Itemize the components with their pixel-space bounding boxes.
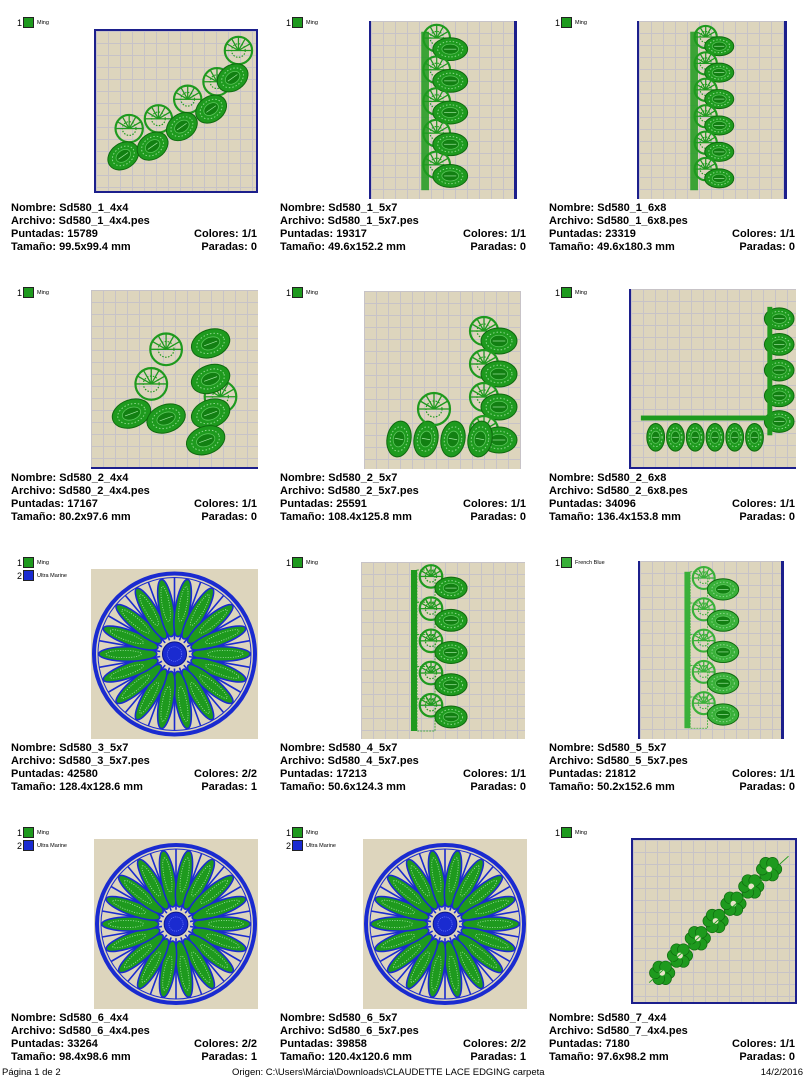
thread-legend <box>552 286 587 299</box>
design-card <box>0 540 269 810</box>
design-name: Nombre: Sd580_3_5x7 <box>11 742 129 754</box>
design-size: Tamaño: 98.4x98.6 mm <box>11 1051 131 1063</box>
stitches-colors-row <box>11 498 257 511</box>
thread-row <box>14 569 67 582</box>
design-preview <box>637 21 787 199</box>
design-preview <box>94 839 258 1009</box>
design-preview <box>94 29 258 193</box>
thread-number: 1 <box>285 287 291 298</box>
thread-name: Ming <box>306 19 318 26</box>
lace-petal <box>435 577 467 599</box>
thread-name: Ming <box>306 289 318 296</box>
stitches-colors-row <box>549 498 795 511</box>
design-size: Tamaño: 49.6x180.3 mm <box>549 241 675 253</box>
thread-legend <box>552 556 605 569</box>
embroidery-render <box>363 839 527 1009</box>
stitches-colors-row <box>11 228 257 241</box>
stitch-count: Puntadas: 42580 <box>11 768 98 780</box>
thread-swatch <box>23 17 34 28</box>
design-preview <box>91 569 258 739</box>
lace-petal <box>187 324 234 364</box>
embroidery-render <box>91 290 258 467</box>
thread-name: Ming <box>37 19 49 26</box>
thread-swatch <box>23 840 34 851</box>
lace-edging <box>684 567 738 728</box>
design-size: Tamaño: 120.4x120.6 mm <box>280 1051 412 1063</box>
thread-swatch <box>561 557 572 568</box>
stop-count: Paradas: 0 <box>739 1051 795 1063</box>
design-size: Tamaño: 49.6x152.2 mm <box>280 241 406 253</box>
lace-petal <box>647 423 665 451</box>
thread-legend <box>552 826 587 839</box>
lace-petal <box>182 421 229 461</box>
lace-petal <box>143 399 190 439</box>
thread-name: Ultra Marine <box>306 842 336 849</box>
design-info <box>11 202 257 254</box>
color-count: Colores: 1/1 <box>463 498 526 510</box>
design-name: Nombre: Sd580_4_5x7 <box>280 742 398 754</box>
design-file: Archivo: Sd580_4_5x7.pes <box>280 755 419 767</box>
design-info <box>549 202 795 254</box>
lace-petal <box>435 609 467 631</box>
color-count: Colores: 1/1 <box>732 228 795 240</box>
thread-swatch <box>23 570 34 581</box>
thread-row <box>14 839 67 852</box>
stitches-colors-row <box>549 768 795 781</box>
embroidery-render <box>91 569 258 739</box>
design-card <box>538 0 807 270</box>
design-info <box>280 1012 526 1064</box>
color-count: Colores: 2/2 <box>194 1038 257 1050</box>
thread-number: 2 <box>16 570 22 581</box>
stitch-count: Puntadas: 34096 <box>549 498 636 510</box>
thread-swatch <box>292 827 303 838</box>
thread-number: 2 <box>285 840 291 851</box>
stitch-count: Puntadas: 23319 <box>549 228 636 240</box>
thread-name: Ming <box>37 289 49 296</box>
embroidery-render <box>94 839 258 1009</box>
thread-row <box>283 839 336 852</box>
design-file: Archivo: Sd580_2_5x7.pes <box>280 485 419 497</box>
embroidery-render <box>371 21 514 199</box>
design-card <box>538 270 807 540</box>
size-stops-row <box>280 241 526 254</box>
diagonal-lace <box>102 37 253 176</box>
round-doily <box>94 574 255 735</box>
thread-number: 1 <box>554 557 560 568</box>
stop-count: Paradas: 0 <box>201 241 257 253</box>
design-card <box>538 810 807 1080</box>
design-info <box>280 742 526 794</box>
size-stops-row <box>11 241 257 254</box>
lace-petal <box>435 642 467 664</box>
thread-name: Ultra Marine <box>37 842 67 849</box>
corner-lace <box>384 317 517 459</box>
embroidery-render <box>631 289 796 467</box>
lace-petal <box>707 579 738 600</box>
thread-legend <box>14 826 67 852</box>
lace-strip <box>690 26 734 190</box>
lace-petal <box>746 423 764 451</box>
thread-row <box>283 556 318 569</box>
thread-number: 1 <box>554 827 560 838</box>
thread-legend <box>283 16 318 29</box>
corner-lace <box>641 307 794 451</box>
design-card <box>0 0 269 270</box>
thread-name: Ming <box>306 829 318 836</box>
stitches-colors-row <box>280 498 526 511</box>
thread-number: 1 <box>16 827 22 838</box>
thread-name: Ming <box>306 559 318 566</box>
design-name: Nombre: Sd580_2_5x7 <box>280 472 398 484</box>
design-name: Nombre: Sd580_1_4x4 <box>11 202 129 214</box>
thread-swatch <box>292 840 303 851</box>
design-info <box>549 742 795 794</box>
stitch-count: Puntadas: 17213 <box>280 768 367 780</box>
thread-number: 1 <box>554 17 560 28</box>
thread-legend <box>283 556 318 569</box>
color-count: Colores: 1/1 <box>194 498 257 510</box>
thread-row <box>283 286 318 299</box>
design-preview <box>631 838 797 1004</box>
embroidery-render <box>361 562 525 739</box>
thread-number: 1 <box>285 827 291 838</box>
stop-count: Paradas: 1 <box>201 781 257 793</box>
lace-flower <box>649 961 674 985</box>
design-card <box>538 540 807 810</box>
embroidery-render <box>96 31 256 191</box>
stitch-count: Puntadas: 39858 <box>280 1038 367 1050</box>
stitches-colors-row <box>549 228 795 241</box>
lace-flower <box>667 944 692 968</box>
thread-swatch <box>23 827 34 838</box>
design-preview <box>369 21 517 199</box>
lace-petal <box>707 673 738 694</box>
thread-swatch <box>292 17 303 28</box>
lace-fan <box>225 37 252 64</box>
design-file: Archivo: Sd580_7_4x4.pes <box>549 1025 688 1037</box>
color-count: Colores: 1/1 <box>463 768 526 780</box>
lace-petal <box>102 136 144 176</box>
color-count: Colores: 1/1 <box>732 768 795 780</box>
thread-name: Ming <box>37 829 49 836</box>
thread-number: 1 <box>16 287 22 298</box>
lace-petal <box>707 641 738 662</box>
stop-count: Paradas: 0 <box>739 781 795 793</box>
thread-legend <box>14 286 49 299</box>
design-file: Archivo: Sd580_3_5x7.pes <box>11 755 150 767</box>
stop-count: Paradas: 1 <box>201 1051 257 1063</box>
design-name: Nombre: Sd580_1_5x7 <box>280 202 398 214</box>
stitches-colors-row <box>11 1038 257 1051</box>
stitch-count: Puntadas: 17167 <box>11 498 98 510</box>
lace-flower <box>756 857 781 881</box>
lace-petal <box>667 423 685 451</box>
thread-legend <box>14 556 67 582</box>
design-size: Tamaño: 128.4x128.6 mm <box>11 781 143 793</box>
thread-number: 1 <box>285 557 291 568</box>
lace-fan <box>418 393 450 425</box>
design-card <box>269 810 538 1080</box>
thread-swatch <box>23 557 34 568</box>
design-file: Archivo: Sd580_1_5x7.pes <box>280 215 419 227</box>
thread-row <box>14 16 49 29</box>
lace-fan <box>116 115 143 142</box>
corner-lace <box>108 324 236 460</box>
thread-legend <box>283 826 336 852</box>
design-file: Archivo: Sd580_2_4x4.pes <box>11 485 150 497</box>
round-doily <box>97 845 255 1003</box>
thread-legend <box>552 16 587 29</box>
stop-count: Paradas: 0 <box>739 241 795 253</box>
thread-row <box>14 556 67 569</box>
thread-number: 1 <box>554 287 560 298</box>
lace-edging <box>411 565 467 731</box>
design-size: Tamaño: 50.2x152.6 mm <box>549 781 675 793</box>
stop-count: Paradas: 0 <box>470 511 526 523</box>
design-info <box>549 1012 795 1064</box>
size-stops-row <box>11 781 257 794</box>
lace-flower <box>739 875 764 899</box>
design-info <box>11 1012 257 1064</box>
thread-swatch <box>561 827 572 838</box>
design-preview <box>361 562 525 739</box>
thread-number: 1 <box>285 17 291 28</box>
thread-row <box>14 286 49 299</box>
print-date: 14/2/2016 <box>760 1067 803 1078</box>
design-preview <box>91 290 258 469</box>
design-size: Tamaño: 108.4x125.8 mm <box>280 511 412 523</box>
thread-name: Ming <box>575 829 587 836</box>
size-stops-row <box>549 241 795 254</box>
thread-name: Ming <box>37 559 49 566</box>
design-info <box>280 202 526 254</box>
color-count: Colores: 1/1 <box>732 1038 795 1050</box>
stop-count: Paradas: 1 <box>470 1051 526 1063</box>
stitch-count: Puntadas: 33264 <box>11 1038 98 1050</box>
thread-row <box>552 16 587 29</box>
design-preview <box>629 289 796 469</box>
design-info <box>280 472 526 524</box>
stitch-count: Puntadas: 25591 <box>280 498 367 510</box>
color-count: Colores: 2/2 <box>194 768 257 780</box>
design-file: Archivo: Sd580_1_6x8.pes <box>549 215 688 227</box>
round-doily <box>366 845 524 1003</box>
stitches-colors-row <box>280 768 526 781</box>
lace-fan <box>150 334 182 366</box>
lace-petal <box>726 423 744 451</box>
color-count: Colores: 1/1 <box>732 498 795 510</box>
design-card <box>269 0 538 270</box>
embroidery-render <box>639 21 784 199</box>
design-info <box>549 472 795 524</box>
design-file: Archivo: Sd580_2_6x8.pes <box>549 485 688 497</box>
design-size: Tamaño: 136.4x153.8 mm <box>549 511 681 523</box>
thread-row <box>283 826 336 839</box>
embroidery-render <box>640 561 781 739</box>
size-stops-row <box>280 781 526 794</box>
origin-path: Origen: C:\Users\Márcia\Downloads\CLAUDETTE LACE EDGING carpeta <box>232 1067 545 1078</box>
stop-count: Paradas: 0 <box>739 511 795 523</box>
stop-count: Paradas: 0 <box>470 781 526 793</box>
color-count: Colores: 1/1 <box>463 228 526 240</box>
lace-strip <box>421 25 467 190</box>
stitches-colors-row <box>280 228 526 241</box>
stop-count: Paradas: 0 <box>470 241 526 253</box>
design-file: Archivo: Sd580_5_5x7.pes <box>549 755 688 767</box>
design-name: Nombre: Sd580_6_5x7 <box>280 1012 398 1024</box>
design-card <box>269 270 538 540</box>
design-name: Nombre: Sd580_5_5x7 <box>549 742 667 754</box>
lace-petal <box>707 610 738 631</box>
lace-petal <box>465 419 495 459</box>
thread-name: Ming <box>575 289 587 296</box>
thread-name: Ming <box>575 19 587 26</box>
lace-petal <box>707 704 738 725</box>
thread-swatch <box>292 287 303 298</box>
thread-legend <box>283 286 318 299</box>
lace-petal <box>686 423 704 451</box>
thread-legend <box>14 16 49 29</box>
design-card <box>0 270 269 540</box>
stitches-colors-row <box>11 768 257 781</box>
thread-name: French Blue <box>575 559 605 566</box>
embroidery-render <box>633 840 795 1002</box>
design-preview <box>363 839 527 1009</box>
embroidery-render <box>364 291 521 469</box>
design-preview <box>638 561 784 739</box>
design-size: Tamaño: 97.6x98.2 mm <box>549 1051 669 1063</box>
stitch-count: Puntadas: 21812 <box>549 768 636 780</box>
lace-flower <box>721 892 746 916</box>
design-name: Nombre: Sd580_2_4x4 <box>11 472 129 484</box>
stitches-colors-row <box>549 1038 795 1051</box>
thread-name: Ultra Marine <box>37 572 67 579</box>
size-stops-row <box>280 511 526 524</box>
color-count: Colores: 1/1 <box>194 228 257 240</box>
size-stops-row <box>280 1051 526 1064</box>
stitch-count: Puntadas: 15789 <box>11 228 98 240</box>
stitch-count: Puntadas: 19317 <box>280 228 367 240</box>
thread-row <box>14 826 67 839</box>
design-card <box>0 810 269 1080</box>
design-file: Archivo: Sd580_6_5x7.pes <box>280 1025 419 1037</box>
size-stops-row <box>11 511 257 524</box>
size-stops-row <box>549 511 795 524</box>
thread-row <box>552 556 605 569</box>
size-stops-row <box>549 781 795 794</box>
lace-flower <box>703 909 728 933</box>
size-stops-row <box>11 1051 257 1064</box>
thread-swatch <box>292 557 303 568</box>
lace-petal <box>435 706 467 728</box>
lace-petal <box>438 419 468 459</box>
design-info <box>11 742 257 794</box>
stop-count: Paradas: 0 <box>201 511 257 523</box>
design-size: Tamaño: 99.5x99.4 mm <box>11 241 131 253</box>
thread-number: 1 <box>16 17 22 28</box>
design-card <box>269 540 538 810</box>
design-size: Tamaño: 50.6x124.3 mm <box>280 781 406 793</box>
color-count: Colores: 2/2 <box>463 1038 526 1050</box>
thread-swatch <box>561 17 572 28</box>
design-info <box>11 472 257 524</box>
lace-petal <box>435 674 467 696</box>
design-name: Nombre: Sd580_1_6x8 <box>549 202 667 214</box>
thread-row <box>552 826 587 839</box>
stitch-count: Puntadas: 7180 <box>549 1038 630 1050</box>
lace-petal <box>706 423 724 451</box>
stitches-colors-row <box>280 1038 526 1051</box>
thread-row <box>283 16 318 29</box>
lace-petal <box>433 165 468 188</box>
thread-swatch <box>561 287 572 298</box>
design-file: Archivo: Sd580_1_4x4.pes <box>11 215 150 227</box>
thread-row <box>552 286 587 299</box>
lace-petal <box>212 58 254 98</box>
page-footer <box>0 1067 807 1080</box>
design-name: Nombre: Sd580_7_4x4 <box>549 1012 667 1024</box>
thread-swatch <box>23 287 34 298</box>
design-name: Nombre: Sd580_2_6x8 <box>549 472 667 484</box>
design-preview <box>364 291 521 469</box>
lace-petal <box>384 419 414 459</box>
thread-number: 2 <box>16 840 22 851</box>
flower-chain <box>649 856 788 984</box>
page-number: Página 1 de 2 <box>2 1067 61 1078</box>
lace-fan <box>135 368 167 400</box>
design-size: Tamaño: 80.2x97.6 mm <box>11 511 131 523</box>
thread-number: 1 <box>16 557 22 568</box>
design-file: Archivo: Sd580_6_4x4.pes <box>11 1025 150 1037</box>
lace-petal <box>705 169 734 188</box>
design-name: Nombre: Sd580_6_4x4 <box>11 1012 129 1024</box>
size-stops-row <box>549 1051 795 1064</box>
